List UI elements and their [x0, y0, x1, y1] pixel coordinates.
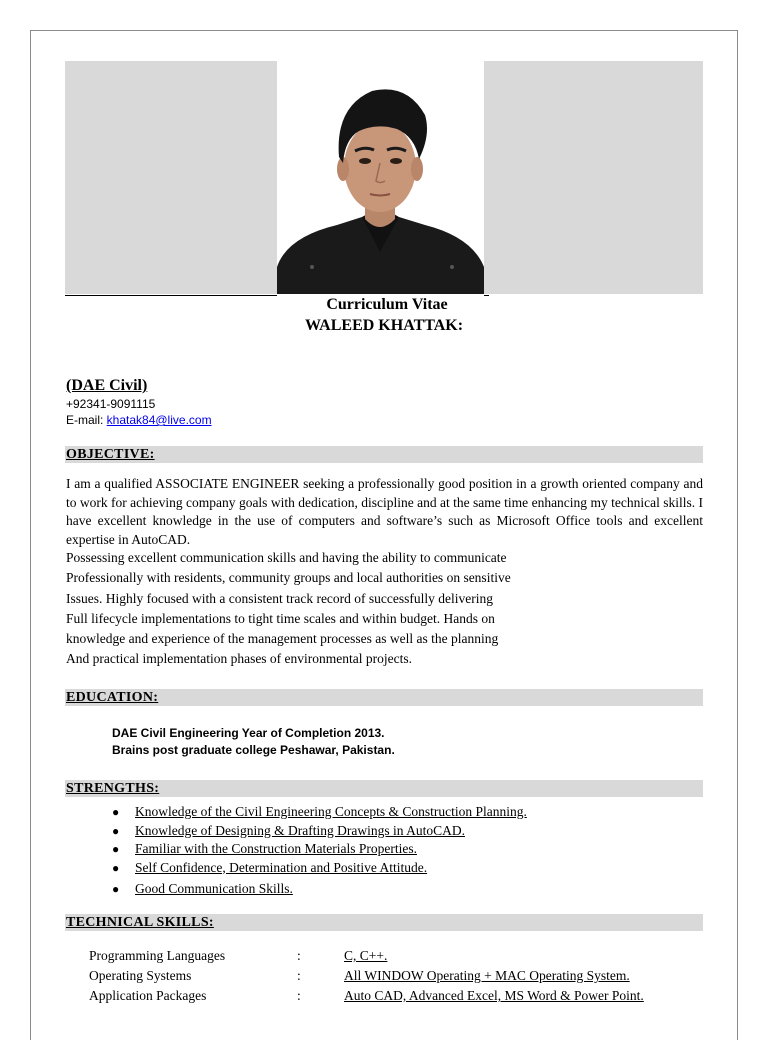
- profile-photo: [277, 77, 484, 294]
- education-line: Brains post graduate college Peshawar, Pakistan.: [112, 743, 395, 757]
- objective-paragraph: I am a qualified ASSOCIATE ENGINEER seeking a professionally good position in a growth oriented company and to work for achieving company goals with dedication, discipline and at the same time enhancing my technical skills. I have excellent knowledge in the use of computers and software’s such as Microsoft Office tools and excellent expertise in AutoCAD.: [66, 476, 703, 547]
- skill-label: Programming Languages: [89, 948, 226, 963]
- skill-value: C, C++.: [344, 948, 388, 963]
- email-link[interactable]: khatak84@live.com: [106, 413, 212, 427]
- degree-heading: (DAE Civil): [66, 377, 148, 394]
- section-education: [65, 689, 703, 706]
- photo-band-right: [484, 61, 703, 294]
- objective-line: knowledge and experience of the management processes as well as the planning: [66, 631, 499, 647]
- portrait-image: [277, 77, 484, 294]
- section-objective: [65, 446, 703, 463]
- bullet-icon: ●: [112, 860, 120, 875]
- section-strengths: [65, 780, 703, 797]
- objective-lines: [66, 548, 511, 670]
- email-label: E-mail:: [66, 413, 107, 427]
- section-technical-skills: [65, 914, 703, 931]
- skill-value: Auto CAD, Advanced Excel, MS Word & Power Point.: [344, 988, 644, 1003]
- objective-line: Possessing excellent communication skills and having the ability to communicate: [66, 550, 507, 565]
- skill-value: All WINDOW Operating + MAC Operating System.: [344, 968, 630, 983]
- objective-line: Professionally with residents, community groups and local authorities on sensitive: [66, 570, 511, 586]
- skill-separator: :: [297, 968, 301, 983]
- email-line: [66, 413, 212, 428]
- phone-number: +92341-9091115: [66, 397, 156, 411]
- objective-line: And practical implementation phases of environmental projects.: [66, 651, 413, 667]
- bullet-icon: ●: [112, 842, 120, 856]
- section-strengths-title: STRENGTHS:: [66, 781, 160, 796]
- document-title: Curriculum Vitae: [326, 296, 448, 313]
- photo-band-left: [65, 61, 277, 294]
- bullet-icon: ●: [112, 805, 120, 819]
- skill-separator: :: [297, 988, 301, 1003]
- skill-separator: :: [297, 948, 301, 963]
- bullet-icon: ●: [112, 823, 120, 838]
- education-block: [112, 725, 395, 759]
- skill-label: Application Packages: [89, 988, 207, 1003]
- section-education-title: EDUCATION:: [66, 690, 159, 705]
- skill-label: Operating Systems: [89, 968, 192, 983]
- candidate-name: WALEED KHATTAK:: [304, 317, 464, 334]
- section-objective-title: OBJECTIVE:: [66, 447, 155, 462]
- objective-line: Full lifecycle implementations to tight time scales and within budget. Hands on: [66, 610, 495, 626]
- section-technical-title: TECHNICAL SKILLS:: [66, 915, 214, 930]
- education-line: DAE Civil Engineering Year of Completion 2013.: [112, 726, 385, 740]
- bullet-icon: ●: [112, 882, 120, 896]
- objective-line: Issues. Highly focused with a consistent track record of successfully delivering: [66, 590, 494, 606]
